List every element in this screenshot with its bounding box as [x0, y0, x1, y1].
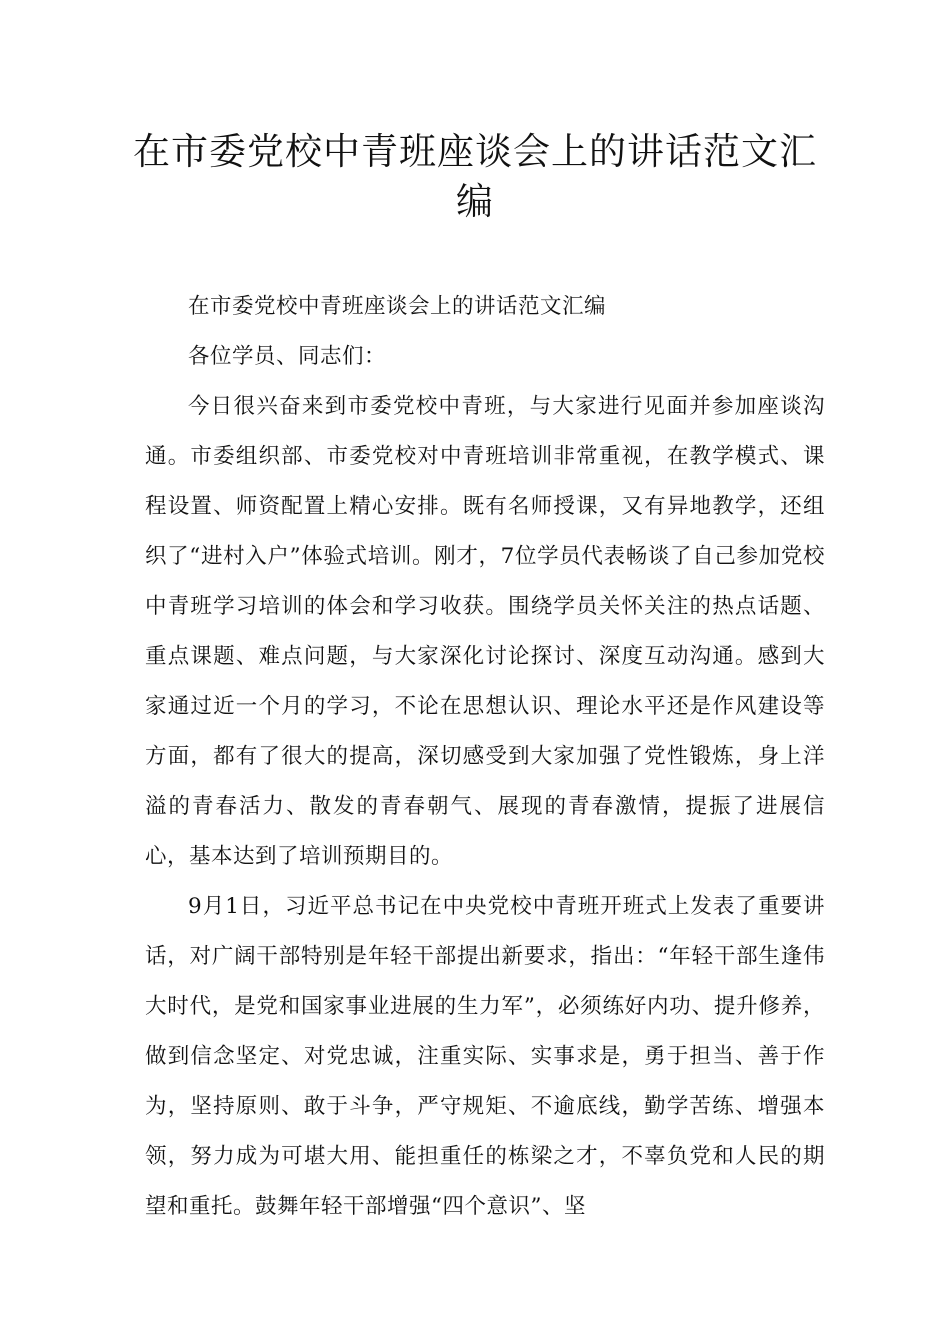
paragraph-salutation: 各位学员、同志们：: [188, 344, 387, 369]
paragraph-body: 9月1日，习近平总书记在中央党校中青班开班式上发表了重要讲话，对广阔干部特别是年轻干部提出新要求，指出：“年轻干部生逢伟大时代，是党和国家事业进展的生力军”，必须练好内功、提升修养，做到信念坚定、对党忠诚，注重实际、实事求是，勇于担当、善于作为，坚持原则、敢于斗争，严守规矩、不逾底线，勤学苦练、增强本领，努力成为可堪大用、能担重任的栋梁之才，不辜负党和人民的期望和重托。鼓舞年轻干部增强“四个意识”、坚: [145, 894, 825, 1219]
paragraph-subtitle: 在市委党校中青班座谈会上的讲话范文汇编: [188, 294, 607, 319]
paragraph-body: 今日很兴奋来到市委党校中青班，与大家进行见面并参加座谈沟通。市委组织部、市委党校对中青班培训非常重视，在教学模式、课程设置、师资配置上精心安排。既有名师授课，又有异地教学，还组织了“进村入户”体验式培训。刚才，7位学员代表畅谈了自己参加党校中青班学习培训的体会和学习收获。围绕学员关怀关注的热点话题、重点课题、难点问题，与大家深化讨论探讨、深度互动沟通。感到大家通过近一个月的学习，不论在思想认识、理论水平还是作风建设等方面，都有了很大的提高，深切感受到大家加强了党性锻炼，身上洋溢的青春活力、散发的青春朝气、展现的青春激情，提振了进展信心，基本达到了培训预期目的。: [145, 394, 825, 869]
document-body: [145, 282, 825, 1232]
document-title: 在市委党校中青班座谈会上的讲话范文汇编: [133, 130, 817, 223]
